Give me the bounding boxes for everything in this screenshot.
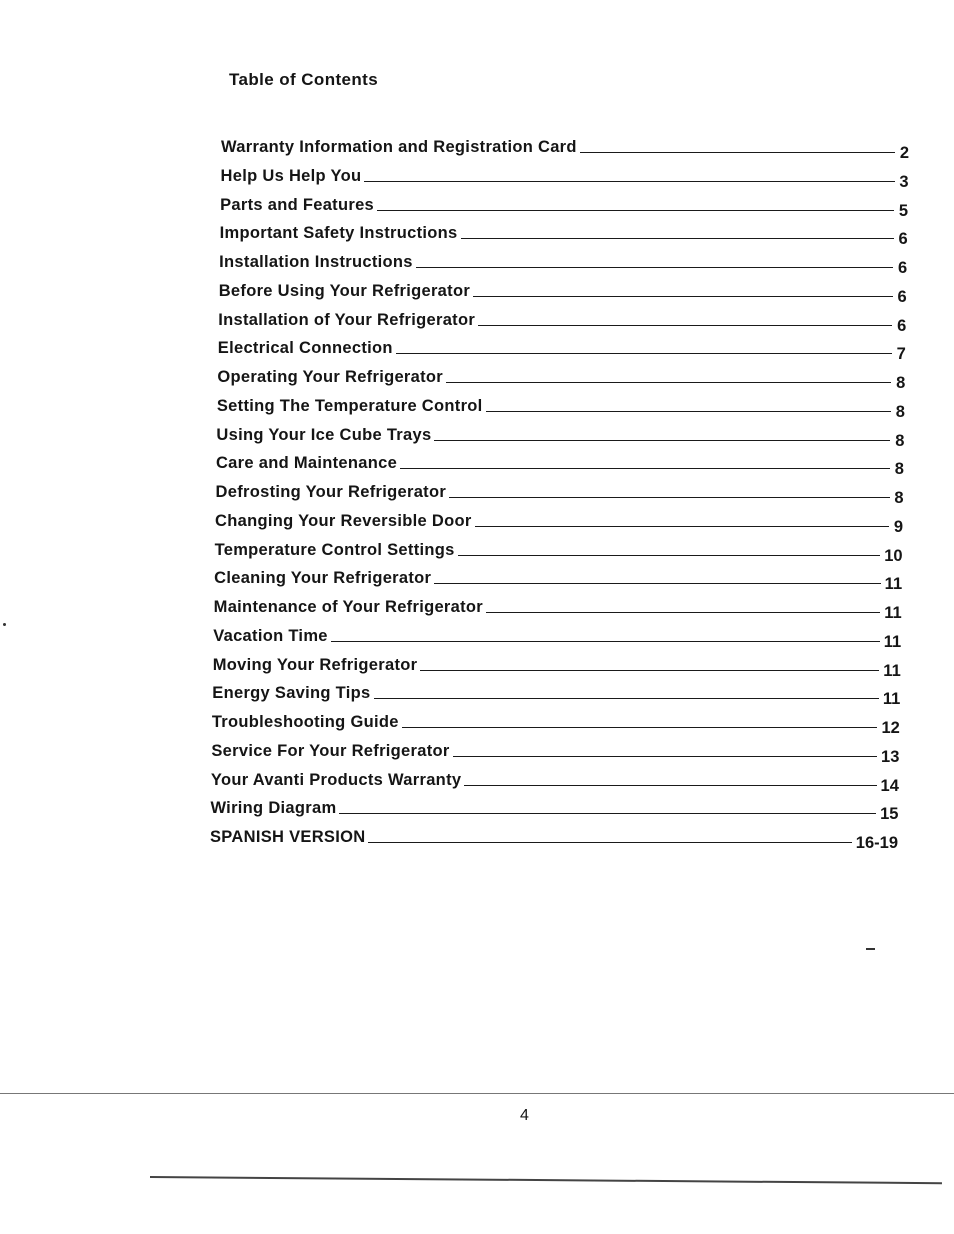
toc-leader-line (402, 726, 878, 728)
toc-entry-page: 6 (898, 230, 908, 249)
toc-entry-title: Maintenance of Your Refrigerator (213, 598, 484, 616)
toc-leader-line (475, 525, 889, 527)
toc-entry-page: 11 (883, 632, 902, 651)
toc-entry-title: Defrosting Your Refrigerator (215, 483, 447, 501)
toc-entry (217, 334, 906, 364)
toc-entry-page: 8 (896, 374, 906, 392)
toc-leader-line (486, 410, 891, 412)
toc-entry (210, 823, 898, 852)
toc-entry-title: Vacation Time (213, 626, 328, 645)
toc-leader-line (400, 467, 890, 469)
toc-entry-title: SPANISH VERSION (210, 828, 366, 846)
toc-leader-line (478, 324, 892, 326)
toc-entry-page: 5 (898, 201, 909, 220)
toc-leader-line (374, 697, 879, 699)
toc-entry-title: Parts and Features (220, 195, 375, 214)
toc-leader-line (473, 295, 893, 297)
toc-entry-page: 10 (884, 546, 903, 565)
toc-leader-line (339, 812, 876, 814)
toc-leader-line (434, 582, 880, 584)
toc-entry (220, 162, 909, 191)
toc-entry-page: 15 (880, 805, 899, 824)
toc-entry (214, 564, 903, 594)
toc-entry (210, 766, 899, 795)
toc-leader-line (453, 755, 877, 757)
scan-mark (866, 948, 875, 950)
toc-entry-page: 2 (899, 144, 909, 162)
toc-leader-line (434, 439, 890, 441)
toc-entry (215, 478, 904, 507)
toc-entry-page: 11 (883, 661, 901, 680)
toc-entry (220, 191, 909, 220)
toc-entry-page: 3 (899, 172, 909, 191)
toc-entry-title: Your Avanti Products Warranty (210, 770, 462, 789)
toc-entry-title: Help Us Help You (220, 166, 362, 185)
toc-entry-page: 12 (881, 719, 900, 737)
toc-entry-title: Important Safety Instructions (219, 224, 458, 243)
toc-leader-line (446, 381, 891, 383)
toc-entry-title: Installation of Your Refrigerator (218, 310, 476, 329)
toc-entry-title: Cleaning Your Refrigerator (214, 569, 432, 588)
toc-entry (219, 248, 908, 277)
toc-entry-page: 13 (881, 747, 900, 766)
toc-entry-page: 6 (897, 259, 908, 277)
toc-entry-title: Operating Your Refrigerator (217, 368, 444, 386)
scan-speck (3, 623, 6, 626)
toc-entry-page: 8 (895, 402, 905, 421)
toc-entry (212, 651, 901, 680)
toc-entry (218, 277, 907, 306)
toc-entry (210, 794, 899, 824)
toc-leader-line (368, 841, 851, 843)
toc-entry-page: 11 (884, 575, 903, 594)
toc-entry (218, 306, 907, 335)
toc-entry (215, 449, 904, 479)
toc-entry-page: 16-19 (855, 834, 898, 852)
toc-entry-page: 8 (894, 489, 904, 507)
toc-entry-page: 11 (882, 690, 901, 709)
toc-entry-page: 6 (897, 287, 907, 306)
toc-leader-line (464, 784, 876, 786)
toc-entry (216, 421, 905, 450)
toc-entry-title: Electrical Connection (217, 339, 393, 358)
footer-divider (0, 1093, 954, 1094)
toc-leader-line (420, 669, 879, 671)
toc-entry (214, 536, 903, 565)
toc-entry-page: 9 (893, 517, 904, 536)
scan-artifact-line (150, 1176, 942, 1184)
toc-entry-title: Wiring Diagram (210, 799, 337, 818)
toc-leader-line (461, 237, 894, 239)
toc-entry-title: Using Your Ice Cube Trays (216, 425, 432, 444)
toc-entry-title: Installation Instructions (219, 253, 413, 271)
toc-entry-title: Energy Saving Tips (212, 684, 371, 703)
toc-leader-line (486, 611, 880, 613)
toc-entry (211, 737, 900, 766)
toc-entry-title: Moving Your Refrigerator (212, 655, 418, 674)
toc-entry-page: 8 (895, 431, 905, 450)
toc-entry (212, 679, 901, 709)
toc-entry-page: 8 (894, 460, 904, 479)
toc-leader-line (449, 496, 889, 498)
toc-entry-page: 11 (884, 604, 902, 622)
toc-leader-line (377, 209, 894, 211)
toc-entry (215, 507, 904, 536)
toc-entry-title: Service For Your Refrigerator (211, 741, 450, 760)
toc-entry (219, 219, 908, 249)
toc-entry-title: Warranty Information and Registration Card (221, 138, 577, 156)
page-number: 4 (520, 1107, 529, 1124)
toc-leader-line (458, 554, 881, 556)
toc-leader-line (416, 266, 893, 268)
toc-entry (217, 363, 906, 392)
toc-leader-line (580, 151, 895, 153)
toc-leader-line (331, 640, 880, 642)
toc-heading: Table of Contents (229, 70, 379, 89)
toc-entry-title: Before Using Your Refrigerator (218, 281, 471, 300)
toc-entry-page: 14 (880, 776, 899, 795)
toc-leader-line (396, 352, 892, 354)
toc-entry (211, 708, 900, 737)
toc-entry-title: Changing Your Reversible Door (215, 511, 472, 530)
toc-entry (216, 392, 905, 421)
toc-entry (221, 133, 909, 162)
toc-entry-title: Care and Maintenance (215, 454, 398, 473)
toc-entry (213, 622, 902, 651)
toc-entry-page: 6 (897, 316, 907, 335)
toc-entry-page: 7 (896, 345, 906, 364)
toc-entry-title: Temperature Control Settings (214, 540, 455, 559)
toc-leader-line (364, 180, 894, 182)
toc-entry-title: Setting The Temperature Control (216, 396, 483, 415)
toc-entry (213, 593, 902, 622)
toc-entry-title: Troubleshooting Guide (211, 713, 399, 731)
